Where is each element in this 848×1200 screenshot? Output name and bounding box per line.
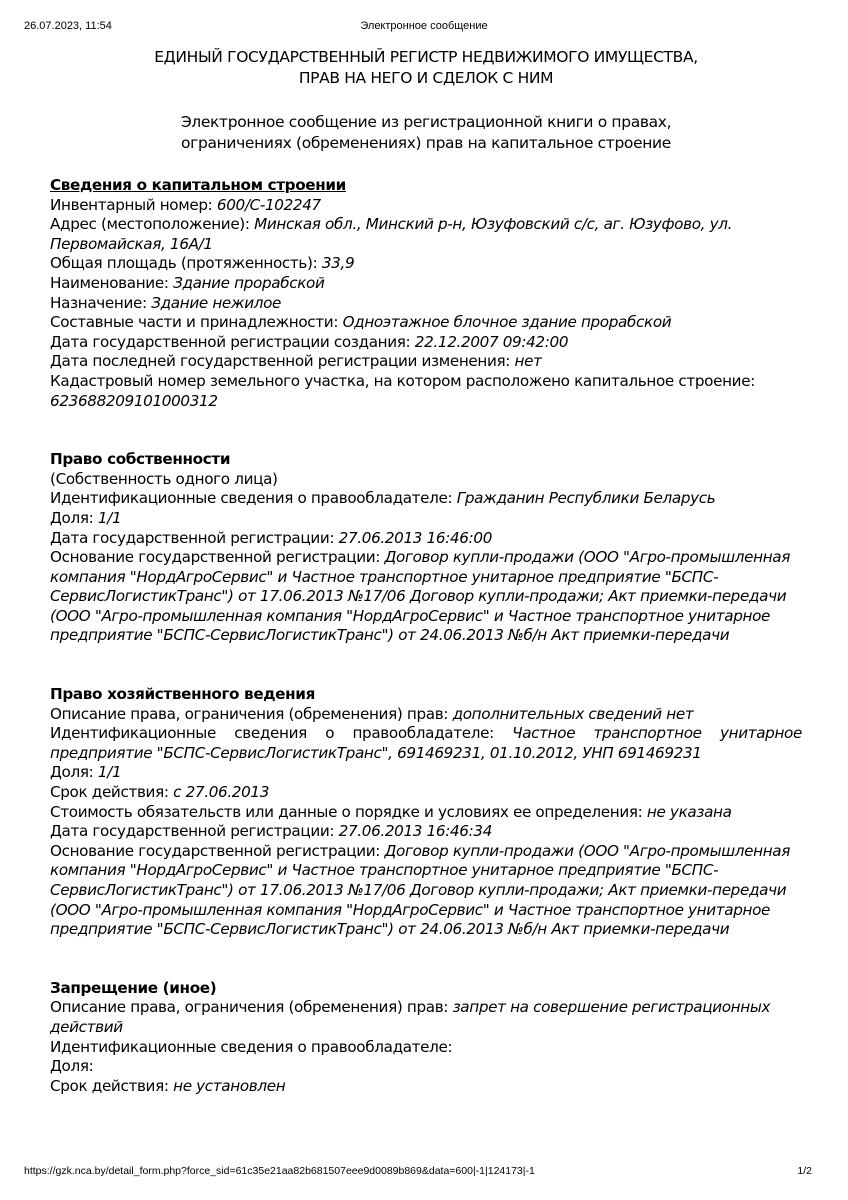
field-value: Договор купли-продажи (ООО "Агро-промышленная компания "НордАгроСервис" и Частное транспортное унитарное предприятие "БСПС-СервисЛогистикТранс") от 17.06.2013 №17/06 Договор купли-продажи; Акт приемки-передачи (ООО "Агро-промышленная компания "НордАгроСервис" и Частное транспортное унитарное предприятие "БСПС-СервисЛогистикТранс") от 24.06.2013 №б/н Акт приемки-передачи [50,548,791,645]
field-registration-basis [50,548,802,646]
field-value: 22.12.2007 09:42:00 [414,332,569,351]
field-last-change-registration-date [50,352,802,372]
field-value: 27.06.2013 16:46:34 [338,822,493,841]
field-right-description [50,998,802,1037]
field-address [50,215,802,254]
field-label: Описание права, ограничения (обременения) прав: [50,704,453,723]
field-label: Срок действия: [50,1076,174,1095]
field-value: 600/C-102247 [216,195,321,214]
field-value: 1/1 [97,763,122,782]
field-cadastral-number [50,372,802,411]
field-value: дополнительных сведений нет [452,704,694,723]
field-value: Договор купли-продажи (ООО "Агро-промышленная компания "НордАгроСервис" и Частное транспортное унитарное предприятие "БСПС-СервисЛогистикТранс") от 17.06.2013 №17/06 Договор купли-продажи; Акт приемки-передачи (ООО "Агро-промышленная компания "НордАгроСервис" и Частное транспортное унитарное предприятие "БСПС-СервисЛогистикТранс") от 24.06.2013 №б/н Акт приемки-передачи [50,841,791,939]
field-label: Идентификационные сведения о правообладателе: [50,489,457,508]
field-label: Кадастровый номер земельного участка, на котором расположено капитальное строение: [50,371,755,390]
document-subtitle [50,112,802,154]
field-value: Одноэтажное блочное здание прорабской [342,313,672,332]
print-url: https://gzk.nca.by/detail_form.php?force_sid=61c35e21aa82b681507eee9d0089b869&data=600|-1|124173|-1 [24,1165,535,1177]
field-rightholder [50,724,802,763]
field-label: Дата последней государственной регистрации изменения: [50,352,515,371]
field-obligation-cost [50,803,802,823]
print-page-title: Электронное сообщение [360,20,488,32]
field-components [50,313,802,333]
field-right-description [50,705,802,725]
field-label: Наименование: [50,273,174,292]
field-label: Срок действия: [50,783,174,802]
section-heading: Запрещение (иное) [50,978,217,997]
field-label: Адрес (местоположение): [50,215,255,234]
field-share [50,509,802,529]
field-label: Назначение: [50,293,152,312]
document-title [50,47,802,89]
field-value: не указана [646,802,732,821]
field-value: Здание нежилое [151,293,282,312]
field-registration-date [50,529,802,549]
field-validity-period [50,783,802,803]
field-share [50,1057,802,1077]
field-value: нет [514,352,542,371]
field-rightholder [50,489,802,509]
field-validity-period [50,1077,802,1097]
document-subtitle-line-2: ограничениях (обременениях) прав на капитальное строение [181,134,671,152]
field-rightholder [50,1038,802,1058]
field-value: Минская обл., Минский р-н, Юзуфовский с/с, аг. Юзуфово, ул. Первомайская, 16А/1 [50,215,733,253]
field-label: Доля: [50,508,98,527]
field-label: Дата государственной регистрации создания: [50,332,415,351]
field-total-area [50,254,802,274]
section-ownership [50,450,802,646]
field-registration-basis [50,842,802,940]
document-body [50,47,802,1096]
ownership-type-note: (Собственность одного лица) [50,469,278,488]
field-value: с 27.06.2013 [173,783,270,802]
document-title-line-1: ЕДИНЫЙ ГОСУДАРСТВЕННЫЙ РЕГИСТР НЕДВИЖИМОГО ИМУЩЕСТВА, [154,48,698,66]
field-label: Описание права, ограничения (обременения) прав: [50,998,453,1017]
field-label: Идентификационные сведения о правообладателе: [50,1037,453,1056]
field-label: Дата государственной регистрации: [50,822,339,841]
document-title-line-2: ПРАВ НА НЕГО И СДЕЛОК С НИМ [298,69,554,87]
field-value: Частное транспортное унитарное предприятие "БСПС-СервисЛогистикТранс", 691469231, 01.10.2012, УНП 691469231 [50,724,802,762]
field-label: Основание государственной регистрации: [50,548,385,567]
document-subtitle-line-1: Электронное сообщение из регистрационной книги о правах, [180,113,672,131]
field-creation-registration-date [50,333,802,353]
field-value: не установлен [173,1076,286,1095]
field-value: 1/1 [97,508,122,527]
print-page-number: 1/2 [797,1165,812,1177]
field-registration-date [50,822,802,842]
field-label: Основание государственной регистрации: [50,841,385,860]
field-label: Составные части и принадлежности: [50,313,343,332]
field-label: Идентификационные сведения о правообладателе: [50,724,513,743]
field-name [50,274,802,294]
section-heading: Сведения о капитальном строении [50,176,346,194]
print-datetime: 26.07.2023, 11:54 [24,20,112,32]
field-label: Общая площадь (протяженность): [50,254,322,273]
section-prohibition [50,979,802,1097]
field-value: Здание прорабской [173,273,325,292]
field-label: Стоимость обязательств или данные о порядке и условиях ее определения: [50,802,647,821]
field-label: Доля: [50,1057,94,1076]
section-heading: Право собственности [50,450,231,469]
field-purpose [50,294,802,314]
field-inventory-number [50,196,802,216]
section-economic-management [50,685,802,940]
field-value: 27.06.2013 16:46:00 [338,528,493,547]
field-value: 33,9 [321,254,355,273]
field-label: Дата государственной регистрации: [50,528,339,547]
section-heading: Право хозяйственного ведения [50,685,315,704]
field-share [50,763,802,783]
field-label: Инвентарный номер: [50,195,217,214]
field-label: Доля: [50,763,98,782]
field-value: запрет на совершение регистрационных действий [50,998,771,1036]
field-value: 623688209101000312 [50,391,218,410]
section-building [50,176,802,411]
field-value: Гражданин Республики Беларусь [456,489,716,508]
